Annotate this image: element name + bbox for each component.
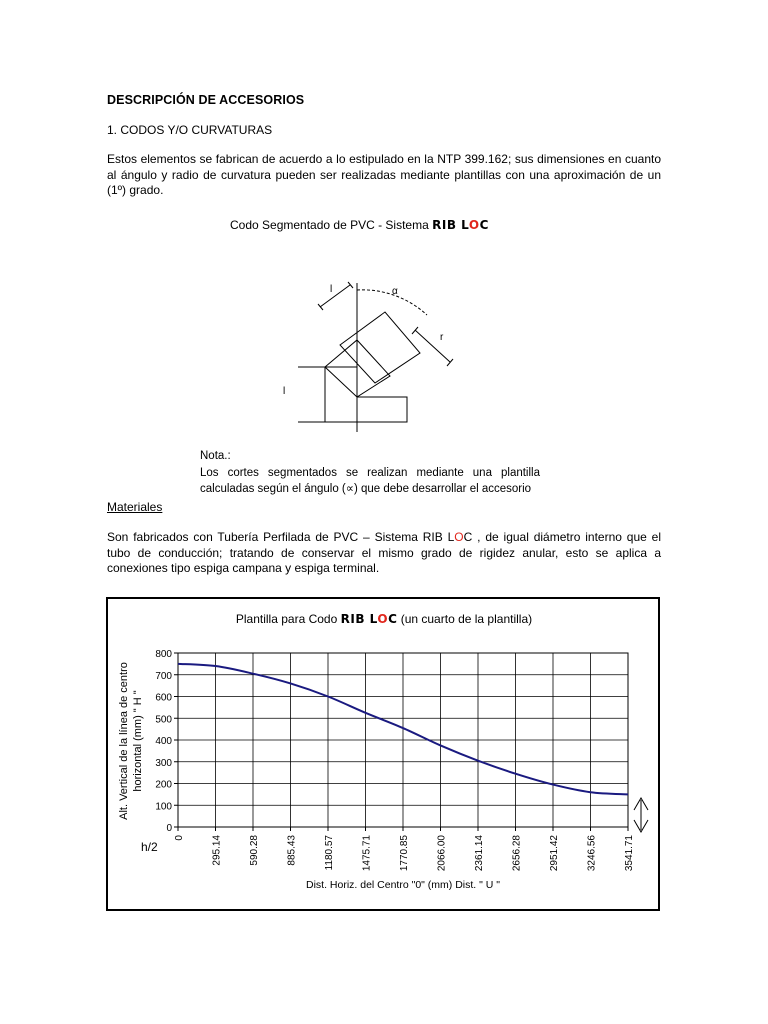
chart-ylabel-line1: Alt. Vertical de la línea de centro: [118, 662, 130, 820]
x-tick-label: 3541.71: [624, 835, 635, 872]
chart-xlabel: Dist. Horiz. del Centro "0" (mm) Dist. " U ": [305, 879, 501, 891]
x-tick-label: 2656.28: [511, 835, 523, 872]
materials-heading: Materiales: [107, 500, 163, 514]
page-heading: DESCRIPCIÓN DE ACCESORIOS: [107, 93, 305, 107]
intro-paragraph: Estos elementos se fabrican de acuerdo a lo estipulado en la NTP 399.162; sus dimensiones en cuanto al ángulo y radio de curvatura pueden ser realizadas mediante plantillas con una aproximación de un (1º) grado.: [107, 152, 661, 197]
diagram-label-l-left: l: [283, 386, 286, 397]
chart-h2-label: h/2: [141, 840, 158, 854]
note-block: [200, 448, 540, 498]
note-line-1: Los cortes segmentados se realizan mediante una plantilla: [200, 466, 540, 479]
note-label: Nota.:: [200, 450, 231, 462]
brand-logo: RIB LOC: [432, 218, 489, 232]
y-tick-label: 200: [155, 779, 172, 791]
chart-ylabel-line2: horizontal (mm) " H ": [132, 690, 144, 792]
chart-title: Plantilla para Codo RIB LOC (un cuarto de la plantilla): [235, 612, 533, 626]
x-tick-label: 885.43: [286, 835, 298, 866]
y-tick-label: 400: [155, 736, 172, 747]
y-tick-label: 300: [155, 757, 172, 769]
note-line-2: calculadas según el ángulo (∝) que debe desarrollar el accesorio: [200, 483, 532, 495]
y-tick-label: 800: [155, 649, 172, 660]
chart-brand-logo: RIB LOC: [340, 612, 398, 626]
x-tick-label: 1475.71: [361, 835, 373, 872]
x-tick-label: 1180.57: [324, 835, 335, 871]
x-tick-label: 0: [174, 835, 185, 841]
x-tick-label: 2066.00: [436, 835, 448, 872]
chart-frame: [106, 597, 660, 911]
x-tick-label: 2361.14: [474, 835, 485, 872]
section-title: 1. CODOS Y/O CURVATURAS: [107, 123, 273, 137]
materials-paragraph: Son fabricados con Tubería Perfilada de PVC – Sistema RIB LOC , de igual diámetro interno que el tubo de conducción; tratando de conservar el mismo grado de rigidez anular, esto se aplica a conexiones tipo espiga campana y espiga terminal.: [107, 530, 661, 575]
x-tick-label: 590.28: [249, 835, 260, 866]
y-tick-label: 600: [155, 692, 172, 704]
y-tick-label: 700: [155, 670, 172, 682]
y-tick-label: 500: [155, 714, 172, 726]
diagram-label-r: r: [440, 332, 444, 343]
x-tick-label: 3246.56: [586, 835, 598, 872]
figure-caption-text: Codo Segmentado de PVC - Sistema: [230, 218, 433, 232]
x-tick-label: 295.14: [211, 835, 223, 866]
x-tick-label: 2951.42: [549, 835, 560, 872]
y-tick-label: 0: [166, 823, 172, 834]
x-tick-label: 1770.85: [399, 835, 410, 872]
diagram-label-alpha: α: [392, 286, 398, 297]
diagram-label-l-top: l: [330, 284, 333, 295]
y-tick-label: 100: [155, 801, 172, 813]
figure-caption: [230, 218, 489, 232]
